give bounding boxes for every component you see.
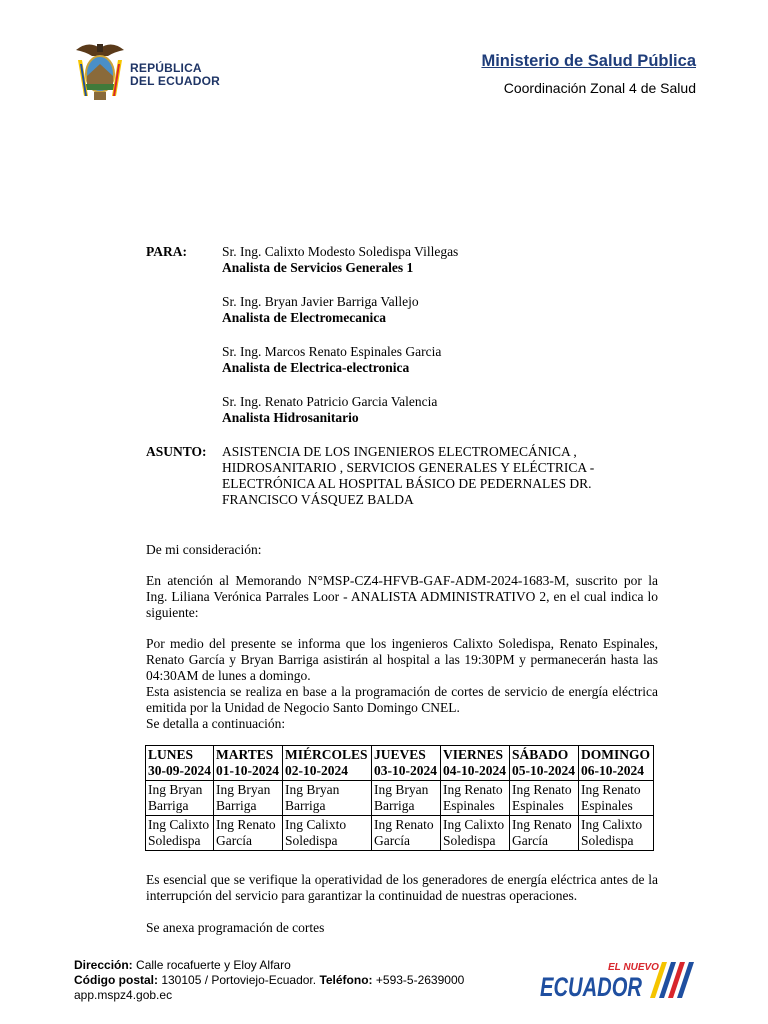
para-label: PARA: [146,244,187,259]
el-nuevo-ecuador-logo [538,958,698,1002]
address-label: Dirección: [74,958,133,972]
phone-value: +593-5-2639000 [372,973,465,987]
table-header-cell: SÁBADO 05-10-2024 [510,746,579,781]
phone-label: Teléfono: [319,973,373,987]
recipient-role: Analista de Electrica-electronica [222,360,410,375]
logo-text-line2: DEL ECUADOR [130,74,220,88]
asunto-label: ASUNTO: [146,444,207,459]
table-cell: Ing Renato García [372,816,441,851]
recipient [222,344,458,376]
greeting: De mi consideración: [146,542,262,557]
coat-of-arms-logo [70,40,130,102]
recipient [222,244,458,276]
paragraph-attendance: Por medio del presente se informa que los ingenieros Calixto Soledispa, Renato Espinales, Renato García y Bryan Barriga asistirán al hospital a las 19:30PM y permanecerán hasta las 04:30AM de lunes a domingo. [146,636,658,683]
table-header-cell: LUNES 30-09-2024 [146,746,214,781]
paragraph-generators: Es esencial que se verifique la operatividad de los generadores de energía eléctrica antes de la interrupción del servicio para garantizar la continuidad de nuestras operaciones. [146,872,658,903]
table-cell: Ing Calixto Soledispa [579,816,654,851]
logo-wordmark [130,62,220,88]
table-cell: Ing Bryan Barriga [283,781,372,816]
paragraph-detail-intro: Se detalla a continuación: [146,716,286,731]
subject-line: FRANCISCO VÁSQUEZ BALDA [222,492,414,507]
table-cell: Ing Calixto Soledispa [283,816,372,851]
table-cell: Ing Renato García [214,816,283,851]
recipient-role: Analista de Servicios Generales 1 [222,260,414,275]
paragraph-memo-reference: En atención al Memorando N°MSP-CZ4-HFVB-GAF-ADM-2024-1683-M, suscrito por la Ing. Liliana Verónica Parrales Loor - ANALISTA ADMINISTRATIVO 2, en el cual indica lo siguiente: [146,573,658,620]
postal-value: 130105 / Portoviejo-Ecuador. [158,973,320,987]
subject-line: HIDROSANITARIO , SERVICIOS GENERALES Y ELÉCTRICA - [222,460,595,475]
subject-line: ELECTRÓNICA AL HOSPITAL BÁSICO DE PEDERNALES DR. [222,476,592,491]
paragraph-basis: Esta asistencia se realiza en base a la programación de cortes de servicio de energía eléctrica emitida por la Unidad de Negocio Santo Domingo CNEL. [146,684,658,715]
table-header-cell: MARTES 01-10-2024 [214,746,283,781]
recipient-name: Sr. Ing. Calixto Modesto Soledispa Villegas [222,244,459,259]
table-cell: Ing Renato Espinales [579,781,654,816]
coordination-subtitle: Coordinación Zonal 4 de Salud [503,80,696,96]
footer-address-line [74,958,464,973]
paragraph-attachment: Se anexa programación de cortes [146,920,325,935]
table-cell: Ing Calixto Soledispa [441,816,510,851]
table-header-cell: DOMINGO 06-10-2024 [579,746,654,781]
recipient-name: Sr. Ing. Bryan Javier Barriga Vallejo [222,294,419,309]
table-cell: Ing Calixto Soledispa [146,816,214,851]
logo-text-line1: REPÚBLICA [130,61,202,75]
footer-contact [74,958,464,1003]
recipient-role: Analista de Electromecanica [222,310,386,325]
recipient-name: Sr. Ing. Marcos Renato Espinales Garcia [222,344,442,359]
table-cell: Ing Bryan Barriga [372,781,441,816]
address-value: Calle rocafuerte y Eloy Alfaro [132,958,291,972]
recipients-list [222,244,458,444]
recipient [222,394,458,426]
footer-website[interactable]: app.mspz4.gob.ec [74,988,173,1002]
table-row [146,816,654,851]
table-header-cell: MIÉRCOLES 02-10-2024 [283,746,372,781]
table-header-row [146,746,654,781]
brand-big-text: ECUADOR [540,972,643,1002]
table-row [146,781,654,816]
subject-line: ASISTENCIA DE LOS INGENIEROS ELECTROMECÁNICA , [222,444,577,459]
table-cell: Ing Renato Espinales [441,781,510,816]
recipient-name: Sr. Ing. Renato Patricio Garcia Valencia [222,394,438,409]
table-cell: Ing Renato García [510,816,579,851]
footer-postal-line [74,973,464,988]
table-cell: Ing Renato Espinales [510,781,579,816]
table-cell: Ing Bryan Barriga [214,781,283,816]
recipient [222,294,458,326]
ministry-title[interactable]: Ministerio de Salud Pública [481,52,696,70]
brand-small-text: EL NUEVO [608,962,659,973]
table-header-cell: JUEVES 03-10-2024 [372,746,441,781]
subject-text [222,444,642,508]
table-cell: Ing Bryan Barriga [146,781,214,816]
schedule-table [145,745,654,851]
recipient-role: Analista Hidrosanitario [222,410,359,425]
postal-label: Código postal: [74,973,158,987]
table-header-cell: VIERNES 04-10-2024 [441,746,510,781]
